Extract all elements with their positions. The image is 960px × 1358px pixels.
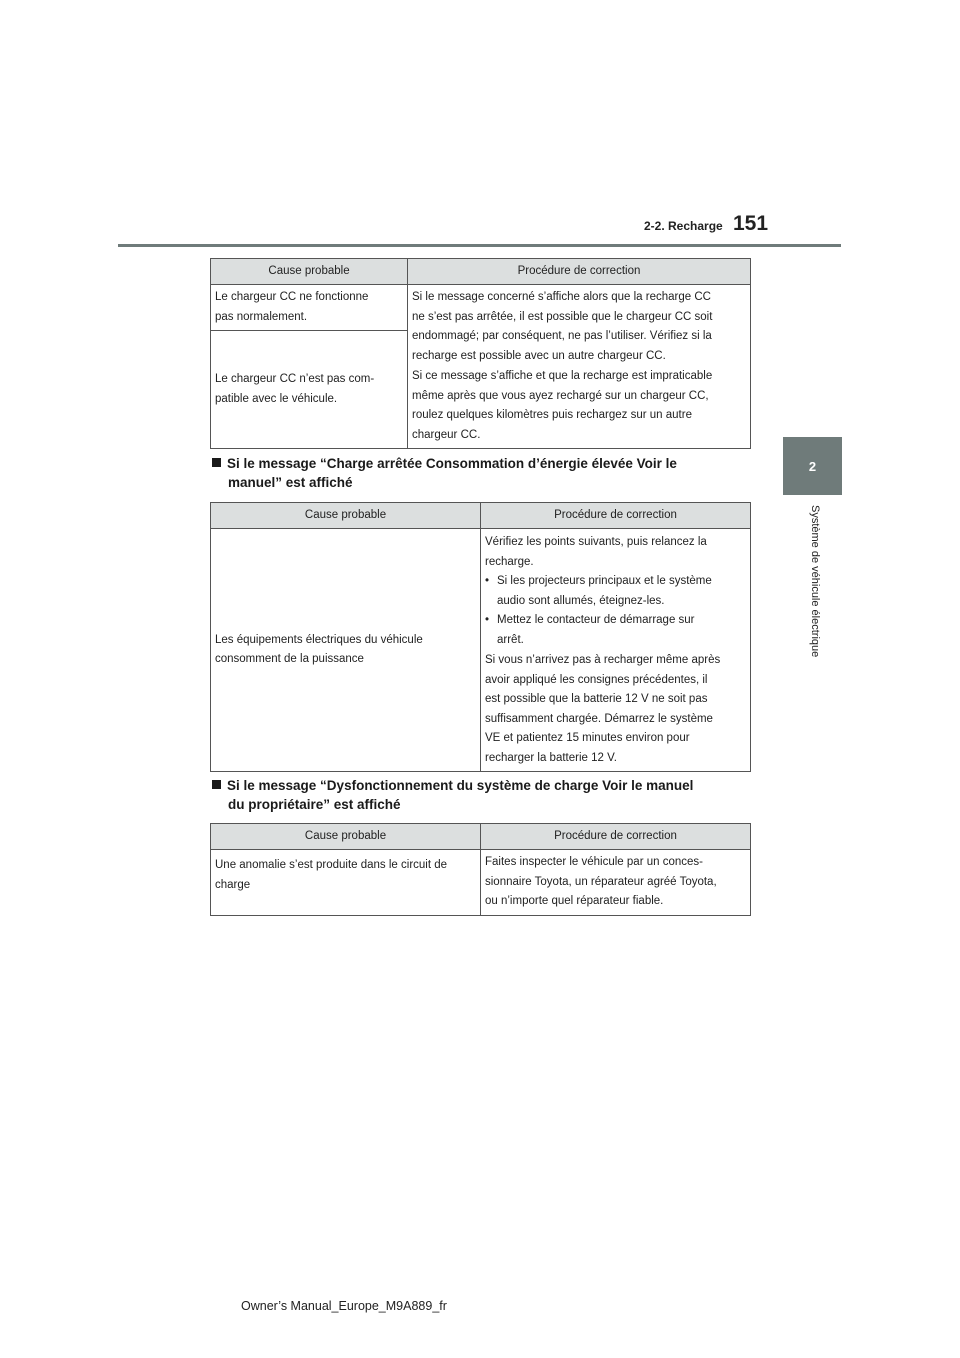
column-header-cause: Cause probable <box>211 259 408 285</box>
bullet-item: • Si les projecteurs principaux et le système audio sont allumés, éteignez-les. <box>485 572 746 611</box>
column-header-procedure: Procédure de correction <box>481 824 751 850</box>
table-high-consumption <box>210 502 751 772</box>
chapter-title-vertical: Système de véhicule électrique <box>809 505 821 658</box>
procedure-paragraph: Si ce message s’affiche et que la recharge est impraticable même après que vous ayez rechargé sur un chargeur CC, roulez quelques kilomètres puis rechargez sur un autre chargeur CC. <box>412 370 713 441</box>
page-number: 151 <box>733 212 769 235</box>
cause-line: Le chargeur CC n’est pas com- <box>215 373 375 385</box>
column-header-procedure: Procédure de correction <box>481 503 751 529</box>
square-bullet-icon <box>212 780 221 789</box>
column-header-cause: Cause probable <box>211 824 481 850</box>
footer-manual-id: Owner’s Manual_Europe_M9A889_fr <box>241 1299 447 1313</box>
bullet-item: • Mettez le contacteur de démarrage sur arrêt. <box>485 611 746 650</box>
square-bullet-icon <box>212 458 221 467</box>
header-rule <box>118 244 841 247</box>
procedure-cell <box>481 529 751 772</box>
procedure-paragraph: Si vous n’arrivez pas à recharger même après avoir appliqué les consignes précédentes, il est possible que la batterie 12 V ne soit pas suffisamment chargée. Démarrez le système VE et patientez 15 minutes environ pour recharger la batterie 12 V. <box>485 654 721 764</box>
cause-line: patible avec le véhicule. <box>215 392 338 405</box>
section-heading: Si le message “Charge arrêtée Consommation d’énergie élevée Voir le manuel” est affiché <box>212 454 752 492</box>
cause-line: Le chargeur CC ne fonctionne <box>215 291 369 303</box>
procedure-paragraph: Si le message concerné s’affiche alors que la recharge CC ne s’est pas arrêtée, il est possible que le chargeur CC soit endommagé; par conséquent, ne pas l’utiliser. Vérifiez si la recharge est possible avec un autre chargeur CC. <box>412 291 713 362</box>
bullet-marker: • <box>485 614 490 626</box>
column-header-procedure: Procédure de correction <box>408 259 751 285</box>
procedure-cell: Faites inspecter le véhicule par un conces- sionnaire Toyota, un réparateur agréé Toyota, ou n’importe quel réparateur fiable. <box>481 850 751 916</box>
cause-cell <box>211 285 408 331</box>
chapter-tab: 2 <box>783 437 842 495</box>
procedure-cell <box>408 285 751 449</box>
table-dc-charger <box>210 258 751 449</box>
cause-line: pas normalement. <box>215 310 308 323</box>
procedure-paragraph: Vérifiez les points suivants, puis relancez la recharge. <box>485 536 707 568</box>
table-charging-malfunction <box>210 823 751 916</box>
cause-cell: Une anomalie s’est produite dans le circuit de charge <box>211 850 481 916</box>
cause-cell <box>211 331 408 449</box>
column-header-cause: Cause probable <box>211 503 481 529</box>
bullet-marker: • <box>485 575 490 587</box>
cause-cell: Les équipements électriques du véhicule consomment de la puissance <box>211 529 481 772</box>
header-section-title: 2-2. Recharge <box>644 219 723 233</box>
section-heading: Si le message “Dysfonctionnement du système de charge Voir le manuel du propriétaire” est affiché <box>212 776 752 814</box>
